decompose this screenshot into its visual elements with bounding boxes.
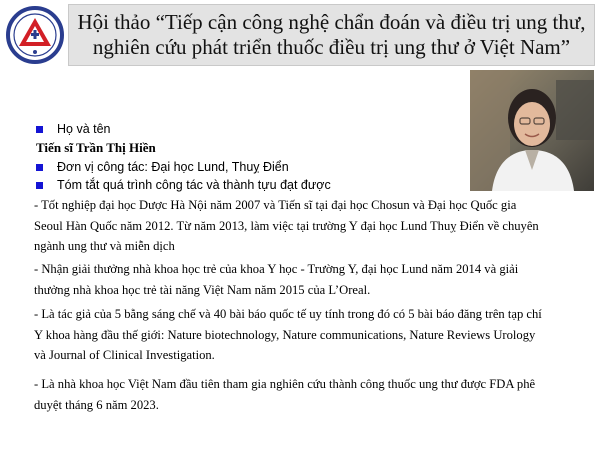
bullet-square-icon	[36, 164, 43, 171]
achievement-paragraph-2	[34, 259, 588, 300]
paragraph-line: Seoul Hàn Quốc năm 2012. Từ năm 2013, làm việc tại trường Y đại học Lund Thuỵ Điển về chuyên	[34, 218, 539, 233]
workplace-row	[36, 158, 592, 176]
title-line-1: Hội thảo “Tiếp cận công nghệ chẩn đoán và điều trị ung thư,	[77, 10, 586, 34]
slide-title	[68, 4, 595, 66]
paragraph-line: - Là nhà khoa học Việt Nam đầu tiên tham gia nghiên cứu thành công thuốc ung thư được FDA phê	[34, 377, 536, 391]
workplace-label: Đơn vị công tác: Đại học Lund, Thuỵ Điển	[57, 160, 289, 174]
title-line-2: nghiên cứu phát triển thuốc điều trị ung thư ở Việt Nam”	[92, 35, 571, 59]
name-label: Họ và tên	[57, 122, 111, 136]
organization-logo-icon	[6, 6, 64, 64]
summary-label: Tóm tắt quá trình công tác và thành tựu đạt được	[57, 178, 331, 192]
person-name: Tiến sĩ Trần Thị Hiền	[36, 140, 156, 155]
paragraph-line: Y khoa hàng đầu thế giới: Nature biotechnology, Nature communications, Nature Reviews Urology	[34, 327, 536, 342]
paragraph-line: thưởng nhà khoa học trẻ tài năng Việt Nam năm 2015 của L’Oreal.	[34, 282, 371, 297]
profile-section	[36, 120, 592, 194]
bullet-square-icon	[36, 182, 43, 189]
name-label-row	[36, 120, 592, 138]
paragraph-line: - Là tác giả của 5 bằng sáng chế và 40 bài báo quốc tế uy tính trong đó có 5 bài báo đăng trên tạp chí	[34, 307, 542, 321]
paragraph-line: - Nhận giải thưởng nhà khoa học trẻ của khoa Y học - Trường Y, đại học Lund năm 2014 và giải	[34, 262, 519, 276]
paragraph-line: và Journal of Clinical Investigation.	[34, 348, 215, 362]
achievement-paragraph-3	[34, 304, 588, 366]
achievement-paragraph-4	[34, 374, 588, 415]
achievement-paragraph-1	[34, 195, 588, 257]
paragraph-line: - Tốt nghiệp đại học Dược Hà Nội năm 2007 và Tiến sĩ tại đại học Chosun và Đại học Quốc gia	[34, 198, 517, 212]
summary-row	[36, 176, 592, 194]
paragraph-line: ngành ung thư và miễn dịch	[34, 239, 175, 253]
bullet-square-icon	[36, 126, 43, 133]
paragraph-line: duyệt tháng 6 năm 2023.	[34, 397, 159, 412]
